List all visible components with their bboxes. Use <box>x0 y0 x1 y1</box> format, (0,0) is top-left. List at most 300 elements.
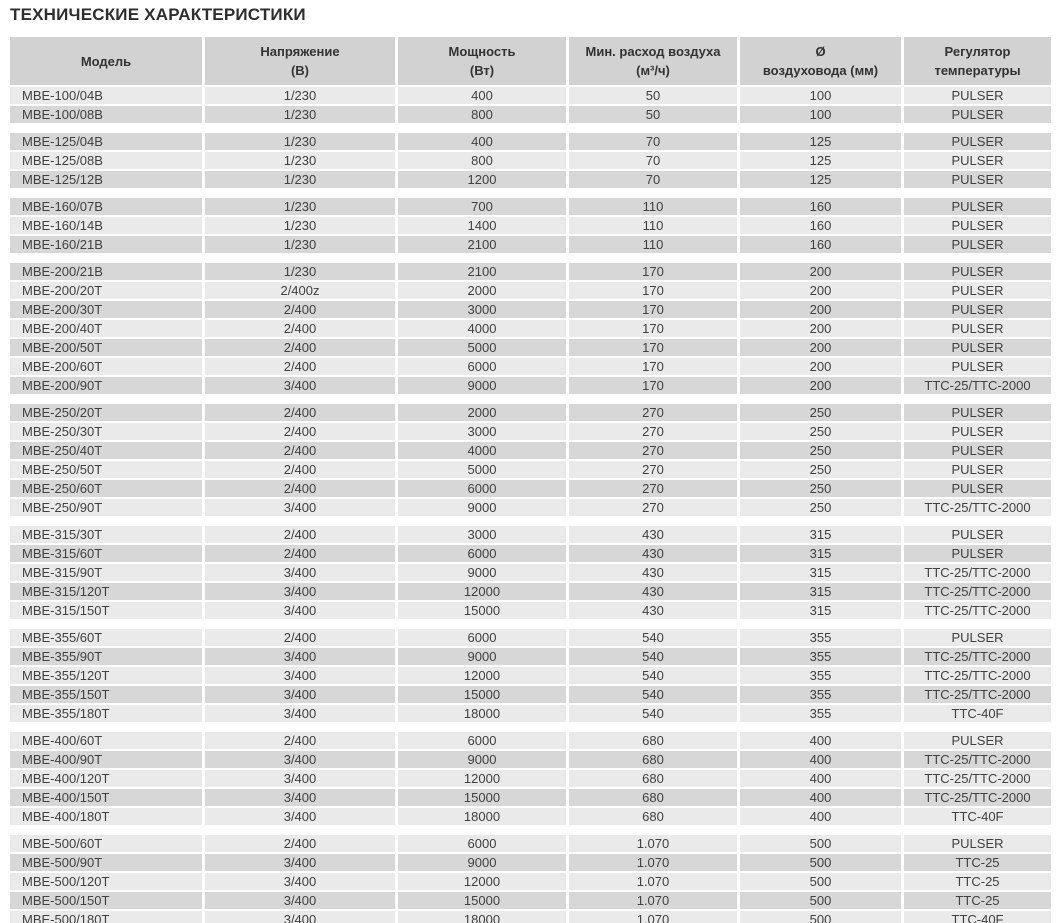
cell-voltage: 3/400 <box>205 873 395 890</box>
table-row <box>10 236 1051 253</box>
cell-duct: 250 <box>740 404 901 421</box>
group-spacer-row <box>10 255 1051 261</box>
cell-voltage: 3/400 <box>205 648 395 665</box>
cell-regulator: PULSER <box>904 423 1051 440</box>
group-spacer-row <box>10 724 1051 730</box>
cell-power: 9000 <box>398 751 566 768</box>
cell-power: 18000 <box>398 911 566 923</box>
table-row <box>10 686 1051 703</box>
cell-regulator: PULSER <box>904 480 1051 497</box>
cell-voltage: 1/230 <box>205 87 395 104</box>
cell-voltage: 2/400 <box>205 835 395 852</box>
cell-airflow: 680 <box>569 808 737 825</box>
table-row <box>10 301 1051 318</box>
spacer-cell <box>205 621 395 627</box>
cell-regulator: TTC-25 <box>904 854 1051 871</box>
spacer-cell <box>740 396 901 402</box>
cell-airflow: 680 <box>569 751 737 768</box>
cell-model: MBE-125/12B <box>10 171 202 188</box>
cell-voltage: 3/400 <box>205 751 395 768</box>
cell-regulator: TTC-25/TTC-2000 <box>904 751 1051 768</box>
cell-regulator: TTC-25/TTC-2000 <box>904 667 1051 684</box>
cell-regulator: PULSER <box>904 106 1051 123</box>
cell-model: MBE-500/60T <box>10 835 202 852</box>
column-header-unit: (м³/ч) <box>636 63 670 78</box>
cell-model: MBE-355/90T <box>10 648 202 665</box>
cell-voltage: 1/230 <box>205 106 395 123</box>
spec-table-header <box>10 37 1051 85</box>
cell-airflow: 70 <box>569 171 737 188</box>
cell-model: MBE-400/180T <box>10 808 202 825</box>
spacer-cell <box>205 190 395 196</box>
column-header-label: Мин. расход воздуха <box>585 44 721 59</box>
cell-voltage: 3/400 <box>205 499 395 516</box>
cell-duct: 125 <box>740 171 901 188</box>
column-header-label: Регулятор <box>944 44 1011 59</box>
cell-power: 3000 <box>398 301 566 318</box>
spacer-cell <box>10 125 202 131</box>
cell-airflow: 430 <box>569 564 737 581</box>
spec-table <box>7 35 1054 923</box>
spacer-cell <box>740 621 901 627</box>
cell-airflow: 170 <box>569 263 737 280</box>
column-header-unit: (Вт) <box>469 63 495 78</box>
column-header-airflow <box>569 37 737 85</box>
cell-model: MBE-200/40T <box>10 320 202 337</box>
cell-regulator: PULSER <box>904 152 1051 169</box>
spacer-cell <box>569 125 737 131</box>
cell-airflow: 270 <box>569 480 737 497</box>
cell-model: MBE-125/04B <box>10 133 202 150</box>
cell-voltage: 3/400 <box>205 854 395 871</box>
cell-regulator: PULSER <box>904 835 1051 852</box>
cell-voltage: 3/400 <box>205 808 395 825</box>
cell-model: MBE-200/60T <box>10 358 202 375</box>
spacer-cell <box>904 621 1051 627</box>
table-row <box>10 873 1051 890</box>
spacer-cell <box>398 396 566 402</box>
cell-regulator: TTC-25/TTC-2000 <box>904 499 1051 516</box>
cell-regulator: PULSER <box>904 442 1051 459</box>
cell-power: 3000 <box>398 423 566 440</box>
cell-model: MBE-100/08B <box>10 106 202 123</box>
cell-model: MBE-200/90T <box>10 377 202 394</box>
spacer-cell <box>904 518 1051 524</box>
spacer-cell <box>569 621 737 627</box>
spec-table-body <box>10 87 1051 923</box>
cell-regulator: PULSER <box>904 732 1051 749</box>
spacer-cell <box>10 396 202 402</box>
cell-duct: 200 <box>740 320 901 337</box>
cell-regulator: PULSER <box>904 320 1051 337</box>
cell-model: MBE-200/30T <box>10 301 202 318</box>
spacer-cell <box>904 396 1051 402</box>
cell-duct: 200 <box>740 377 901 394</box>
cell-duct: 400 <box>740 808 901 825</box>
cell-model: MBE-250/50T <box>10 461 202 478</box>
cell-voltage: 2/400 <box>205 526 395 543</box>
cell-power: 800 <box>398 152 566 169</box>
cell-duct: 125 <box>740 152 901 169</box>
cell-model: MBE-315/120T <box>10 583 202 600</box>
spacer-cell <box>205 255 395 261</box>
cell-power: 9000 <box>398 499 566 516</box>
spacer-cell <box>904 827 1051 833</box>
column-header-voltage <box>205 37 395 85</box>
cell-airflow: 270 <box>569 461 737 478</box>
cell-power: 9000 <box>398 854 566 871</box>
spacer-cell <box>569 518 737 524</box>
cell-duct: 160 <box>740 217 901 234</box>
cell-voltage: 2/400 <box>205 461 395 478</box>
cell-voltage: 1/230 <box>205 236 395 253</box>
cell-model: MBE-250/30T <box>10 423 202 440</box>
cell-regulator: TTC-40F <box>904 911 1051 923</box>
table-row <box>10 133 1051 150</box>
cell-voltage: 2/400 <box>205 320 395 337</box>
table-row <box>10 480 1051 497</box>
cell-duct: 315 <box>740 526 901 543</box>
group-spacer-row <box>10 621 1051 627</box>
cell-voltage: 3/400 <box>205 602 395 619</box>
table-row <box>10 629 1051 646</box>
cell-airflow: 680 <box>569 732 737 749</box>
cell-airflow: 110 <box>569 217 737 234</box>
cell-duct: 355 <box>740 629 901 646</box>
cell-airflow: 70 <box>569 152 737 169</box>
cell-airflow: 1.070 <box>569 911 737 923</box>
table-row <box>10 808 1051 825</box>
cell-power: 4000 <box>398 320 566 337</box>
group-spacer-row <box>10 125 1051 131</box>
spacer-cell <box>10 190 202 196</box>
table-row <box>10 87 1051 104</box>
cell-power: 15000 <box>398 686 566 703</box>
spacer-cell <box>904 724 1051 730</box>
table-row <box>10 545 1051 562</box>
table-row <box>10 263 1051 280</box>
cell-airflow: 1.070 <box>569 854 737 871</box>
cell-regulator: PULSER <box>904 217 1051 234</box>
table-row <box>10 217 1051 234</box>
cell-voltage: 3/400 <box>205 892 395 909</box>
spacer-cell <box>904 125 1051 131</box>
column-header-unit: (В) <box>290 63 310 78</box>
table-row <box>10 198 1051 215</box>
cell-power: 6000 <box>398 835 566 852</box>
cell-duct: 250 <box>740 442 901 459</box>
table-row <box>10 106 1051 123</box>
cell-duct: 500 <box>740 873 901 890</box>
cell-voltage: 2/400 <box>205 339 395 356</box>
cell-model: MBE-315/60T <box>10 545 202 562</box>
column-header-label: Напряжение <box>260 44 340 59</box>
cell-voltage: 3/400 <box>205 377 395 394</box>
cell-regulator: PULSER <box>904 526 1051 543</box>
cell-regulator: TTC-40F <box>904 808 1051 825</box>
cell-airflow: 170 <box>569 301 737 318</box>
spacer-cell <box>740 518 901 524</box>
cell-model: MBE-200/20T <box>10 282 202 299</box>
cell-power: 2100 <box>398 263 566 280</box>
table-row <box>10 423 1051 440</box>
cell-duct: 200 <box>740 339 901 356</box>
cell-duct: 500 <box>740 854 901 871</box>
cell-power: 12000 <box>398 583 566 600</box>
cell-power: 2000 <box>398 404 566 421</box>
cell-duct: 355 <box>740 648 901 665</box>
table-row <box>10 789 1051 806</box>
cell-regulator: PULSER <box>904 629 1051 646</box>
cell-voltage: 3/400 <box>205 667 395 684</box>
cell-voltage: 1/230 <box>205 171 395 188</box>
spacer-cell <box>205 518 395 524</box>
cell-regulator: PULSER <box>904 339 1051 356</box>
cell-regulator: TTC-25/TTC-2000 <box>904 686 1051 703</box>
cell-power: 9000 <box>398 648 566 665</box>
table-row <box>10 442 1051 459</box>
cell-model: MBE-355/60T <box>10 629 202 646</box>
cell-regulator: PULSER <box>904 282 1051 299</box>
cell-voltage: 2/400 <box>205 480 395 497</box>
cell-voltage: 2/400 <box>205 404 395 421</box>
column-header-label: Мощность <box>448 44 516 59</box>
spacer-cell <box>205 827 395 833</box>
cell-voltage: 1/230 <box>205 263 395 280</box>
spacer-cell <box>10 518 202 524</box>
cell-regulator: TTC-25/TTC-2000 <box>904 648 1051 665</box>
cell-voltage: 2/400 <box>205 732 395 749</box>
cell-regulator: PULSER <box>904 171 1051 188</box>
cell-power: 12000 <box>398 667 566 684</box>
cell-power: 15000 <box>398 602 566 619</box>
cell-power: 700 <box>398 198 566 215</box>
cell-regulator: PULSER <box>904 358 1051 375</box>
cell-regulator: TTC-25 <box>904 873 1051 890</box>
table-row <box>10 404 1051 421</box>
spacer-cell <box>205 396 395 402</box>
cell-model: MBE-125/08B <box>10 152 202 169</box>
cell-duct: 100 <box>740 87 901 104</box>
cell-power: 15000 <box>398 789 566 806</box>
cell-voltage: 2/400 <box>205 545 395 562</box>
cell-regulator: TTC-25/TTC-2000 <box>904 377 1051 394</box>
cell-duct: 400 <box>740 732 901 749</box>
cell-voltage: 2/400 <box>205 442 395 459</box>
cell-model: MBE-400/120T <box>10 770 202 787</box>
cell-power: 18000 <box>398 808 566 825</box>
table-row <box>10 339 1051 356</box>
cell-model: MBE-400/90T <box>10 751 202 768</box>
cell-model: MBE-160/14B <box>10 217 202 234</box>
cell-model: MBE-315/30T <box>10 526 202 543</box>
cell-regulator: TTC-25/TTC-2000 <box>904 770 1051 787</box>
column-header-label: Ø <box>815 44 826 59</box>
cell-airflow: 170 <box>569 282 737 299</box>
table-row <box>10 835 1051 852</box>
spacer-cell <box>569 255 737 261</box>
table-row <box>10 667 1051 684</box>
cell-duct: 400 <box>740 789 901 806</box>
cell-voltage: 3/400 <box>205 686 395 703</box>
spacer-cell <box>740 190 901 196</box>
cell-power: 9000 <box>398 377 566 394</box>
cell-model: MBE-160/07B <box>10 198 202 215</box>
cell-model: MBE-200/50T <box>10 339 202 356</box>
spacer-cell <box>740 827 901 833</box>
cell-power: 2100 <box>398 236 566 253</box>
spacer-cell <box>740 255 901 261</box>
group-spacer-row <box>10 827 1051 833</box>
cell-duct: 200 <box>740 301 901 318</box>
cell-power: 15000 <box>398 892 566 909</box>
table-row <box>10 602 1051 619</box>
table-row <box>10 320 1051 337</box>
cell-airflow: 680 <box>569 770 737 787</box>
cell-model: MBE-250/60T <box>10 480 202 497</box>
cell-regulator: PULSER <box>904 301 1051 318</box>
cell-airflow: 270 <box>569 442 737 459</box>
cell-model: MBE-100/04B <box>10 87 202 104</box>
cell-power: 6000 <box>398 358 566 375</box>
cell-airflow: 1.070 <box>569 892 737 909</box>
cell-model: MBE-200/21B <box>10 263 202 280</box>
cell-airflow: 430 <box>569 602 737 619</box>
cell-airflow: 270 <box>569 499 737 516</box>
cell-duct: 250 <box>740 461 901 478</box>
table-row <box>10 854 1051 871</box>
cell-regulator: PULSER <box>904 545 1051 562</box>
table-row <box>10 526 1051 543</box>
cell-duct: 500 <box>740 835 901 852</box>
cell-duct: 200 <box>740 282 901 299</box>
cell-power: 400 <box>398 87 566 104</box>
cell-model: MBE-315/90T <box>10 564 202 581</box>
table-row <box>10 152 1051 169</box>
cell-power: 400 <box>398 133 566 150</box>
column-header-power <box>398 37 566 85</box>
cell-power: 6000 <box>398 480 566 497</box>
spacer-cell <box>205 724 395 730</box>
cell-regulator: TTC-25/TTC-2000 <box>904 602 1051 619</box>
spacer-cell <box>398 125 566 131</box>
cell-airflow: 170 <box>569 377 737 394</box>
spacer-cell <box>398 621 566 627</box>
spacer-cell <box>569 190 737 196</box>
cell-voltage: 2/400 <box>205 423 395 440</box>
cell-duct: 250 <box>740 480 901 497</box>
table-row <box>10 751 1051 768</box>
spacer-cell <box>740 125 901 131</box>
cell-duct: 250 <box>740 423 901 440</box>
cell-airflow: 430 <box>569 526 737 543</box>
cell-voltage: 3/400 <box>205 911 395 923</box>
cell-airflow: 680 <box>569 789 737 806</box>
page-title: ТЕХНИЧЕСКИЕ ХАРАКТЕРИСТИКИ <box>10 5 306 24</box>
spacer-cell <box>398 827 566 833</box>
cell-duct: 315 <box>740 602 901 619</box>
cell-model: MBE-500/120T <box>10 873 202 890</box>
cell-airflow: 540 <box>569 705 737 722</box>
cell-airflow: 270 <box>569 423 737 440</box>
table-row <box>10 461 1051 478</box>
cell-power: 1200 <box>398 171 566 188</box>
cell-duct: 250 <box>740 499 901 516</box>
cell-regulator: TTC-25/TTC-2000 <box>904 789 1051 806</box>
spacer-cell <box>569 724 737 730</box>
cell-airflow: 540 <box>569 686 737 703</box>
column-header-model <box>10 37 202 85</box>
cell-duct: 355 <box>740 667 901 684</box>
cell-duct: 500 <box>740 911 901 923</box>
table-row <box>10 648 1051 665</box>
cell-duct: 315 <box>740 583 901 600</box>
cell-duct: 160 <box>740 236 901 253</box>
cell-duct: 315 <box>740 564 901 581</box>
cell-duct: 355 <box>740 705 901 722</box>
column-header-unit: воздуховода (мм) <box>762 63 879 78</box>
cell-regulator: TTC-25/TTC-2000 <box>904 564 1051 581</box>
spacer-cell <box>398 190 566 196</box>
cell-power: 5000 <box>398 461 566 478</box>
cell-airflow: 170 <box>569 339 737 356</box>
table-row <box>10 892 1051 909</box>
cell-power: 9000 <box>398 564 566 581</box>
cell-power: 800 <box>398 106 566 123</box>
group-spacer-row <box>10 518 1051 524</box>
cell-power: 6000 <box>398 545 566 562</box>
table-row <box>10 282 1051 299</box>
cell-voltage: 1/230 <box>205 133 395 150</box>
cell-power: 2000 <box>398 282 566 299</box>
cell-model: MBE-400/150T <box>10 789 202 806</box>
cell-power: 6000 <box>398 732 566 749</box>
cell-duct: 200 <box>740 263 901 280</box>
cell-duct: 400 <box>740 770 901 787</box>
table-row <box>10 171 1051 188</box>
cell-model: MBE-400/60T <box>10 732 202 749</box>
cell-regulator: TTC-40F <box>904 705 1051 722</box>
group-spacer-row <box>10 190 1051 196</box>
spacer-cell <box>398 255 566 261</box>
cell-regulator: PULSER <box>904 461 1051 478</box>
cell-regulator: PULSER <box>904 87 1051 104</box>
cell-duct: 500 <box>740 892 901 909</box>
spacer-cell <box>569 827 737 833</box>
cell-model: MBE-355/150T <box>10 686 202 703</box>
spacer-cell <box>10 621 202 627</box>
group-spacer-row <box>10 396 1051 402</box>
cell-voltage: 3/400 <box>205 770 395 787</box>
cell-duct: 315 <box>740 545 901 562</box>
cell-power: 12000 <box>398 770 566 787</box>
cell-airflow: 50 <box>569 106 737 123</box>
cell-duct: 200 <box>740 358 901 375</box>
cell-power: 3000 <box>398 526 566 543</box>
cell-voltage: 1/230 <box>205 198 395 215</box>
table-row <box>10 564 1051 581</box>
spacer-cell <box>205 125 395 131</box>
cell-duct: 400 <box>740 751 901 768</box>
cell-airflow: 1.070 <box>569 873 737 890</box>
cell-regulator: PULSER <box>904 404 1051 421</box>
cell-duct: 160 <box>740 198 901 215</box>
cell-regulator: TTC-25 <box>904 892 1051 909</box>
cell-power: 6000 <box>398 629 566 646</box>
cell-model: MBE-355/180T <box>10 705 202 722</box>
table-row <box>10 911 1051 923</box>
cell-airflow: 540 <box>569 629 737 646</box>
